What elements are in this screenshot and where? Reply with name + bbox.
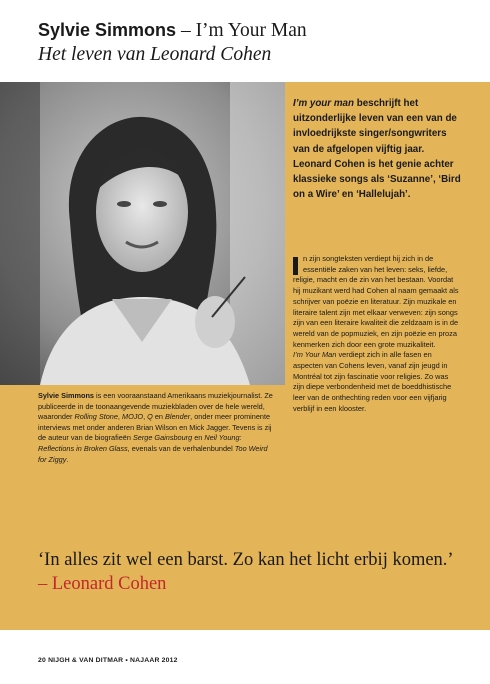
book-name: Too Weird for Ziggy xyxy=(38,443,268,464)
bio-text: , xyxy=(117,412,122,422)
page-title xyxy=(38,18,478,43)
author-name: Sylvie Simmons xyxy=(38,20,177,40)
page-footer xyxy=(38,657,178,664)
book-title: – I’m Your Man xyxy=(176,20,307,41)
intro-text: beschrijft het uitzonderlijke leven van een van de invloedrijkste singer/songwriters van de afgelopen vijftig jaar. Leonard Cohen is het genie achter klassieke songs als ‘Suzanne’, ‘Bird on a Wire’ en ‘Hallelujah’. xyxy=(293,98,461,201)
publication-name: Q xyxy=(147,412,153,422)
bio-name: Sylvie Simmons xyxy=(38,391,94,400)
title-block xyxy=(38,18,478,67)
publication-name: Blender xyxy=(165,412,191,422)
page-number: 20 xyxy=(38,657,46,664)
bio-text: , onder meer prominente interviews met onder anderen Brian Wilson en Mick Jagger. Tevens is zij de auteur van de biografieën xyxy=(38,412,272,443)
author-bio xyxy=(38,391,278,465)
body-paragraph-2 xyxy=(293,350,460,414)
bio-text: , evenals van de verhalenbundel xyxy=(127,443,235,453)
body-book-title: I’m Your Man xyxy=(293,350,337,360)
drop-cap xyxy=(293,257,298,275)
pull-quote xyxy=(38,548,458,596)
quote-attribution: – Leonard Cohen xyxy=(38,574,167,594)
body-paragraph-1 xyxy=(293,254,460,350)
bio-text: . xyxy=(66,454,69,464)
footer-text: NIJGH & VAN DITMAR • NAJAAR 2012 xyxy=(48,657,178,664)
intro-book-title: I’m your man xyxy=(293,98,354,109)
bio-text: en xyxy=(152,412,165,422)
book-name: Neil Young: Reflections in Broken Glass xyxy=(38,433,242,453)
bio-text: en xyxy=(192,433,205,443)
author-photo xyxy=(0,82,285,385)
book-name: Serge Gainsbourg xyxy=(132,433,193,443)
body-paragraph-2-text: verdiept zich in alle fasen en aspecten van Cohens leven, vanaf zijn jeugd in Montréal tot zijn fascinatie voor religies. Zo was zijn diepe verbondenheid met de boeddhistische leer van de onthechting reden voor een vijfjarig verblijf in een klooster. xyxy=(293,350,452,413)
quote-text: ‘In alles zit wel een barst. Zo kan het licht erbij komen.’ xyxy=(38,550,453,570)
publication-name: MOJO xyxy=(121,412,144,422)
body-text xyxy=(293,254,460,415)
intro-paragraph xyxy=(293,96,463,202)
bio-text: is een vooraanstaand Amerikaans muziekjournalist. Ze publiceerde in de toonaangevende muziekbladen over de hele wereld, waaronder xyxy=(38,391,273,422)
bio-text: , xyxy=(143,412,148,422)
body-paragraph-1-text: n zijn songteksten verdiept hij zich in de essentiële zaken van het leven: seks, liefde, religie, macht en de zin van het bestaan. Voordat hij muzikant werd had Cohen al naam gemaakt als schrijver van poëzie en literatuur. Zijn muzikale en literaire talent zijn met elkaar verweven: zijn songs zijn van een literaire kwaliteit die zeldzaam is in de wereld van de popmuziek, en zijn poëzie en proza kenmerken zich door een grote muzikaliteit. xyxy=(293,254,459,349)
book-subtitle: Het leven van Leonard Cohen xyxy=(38,44,272,65)
publication-name: Rolling Stone xyxy=(74,412,118,422)
